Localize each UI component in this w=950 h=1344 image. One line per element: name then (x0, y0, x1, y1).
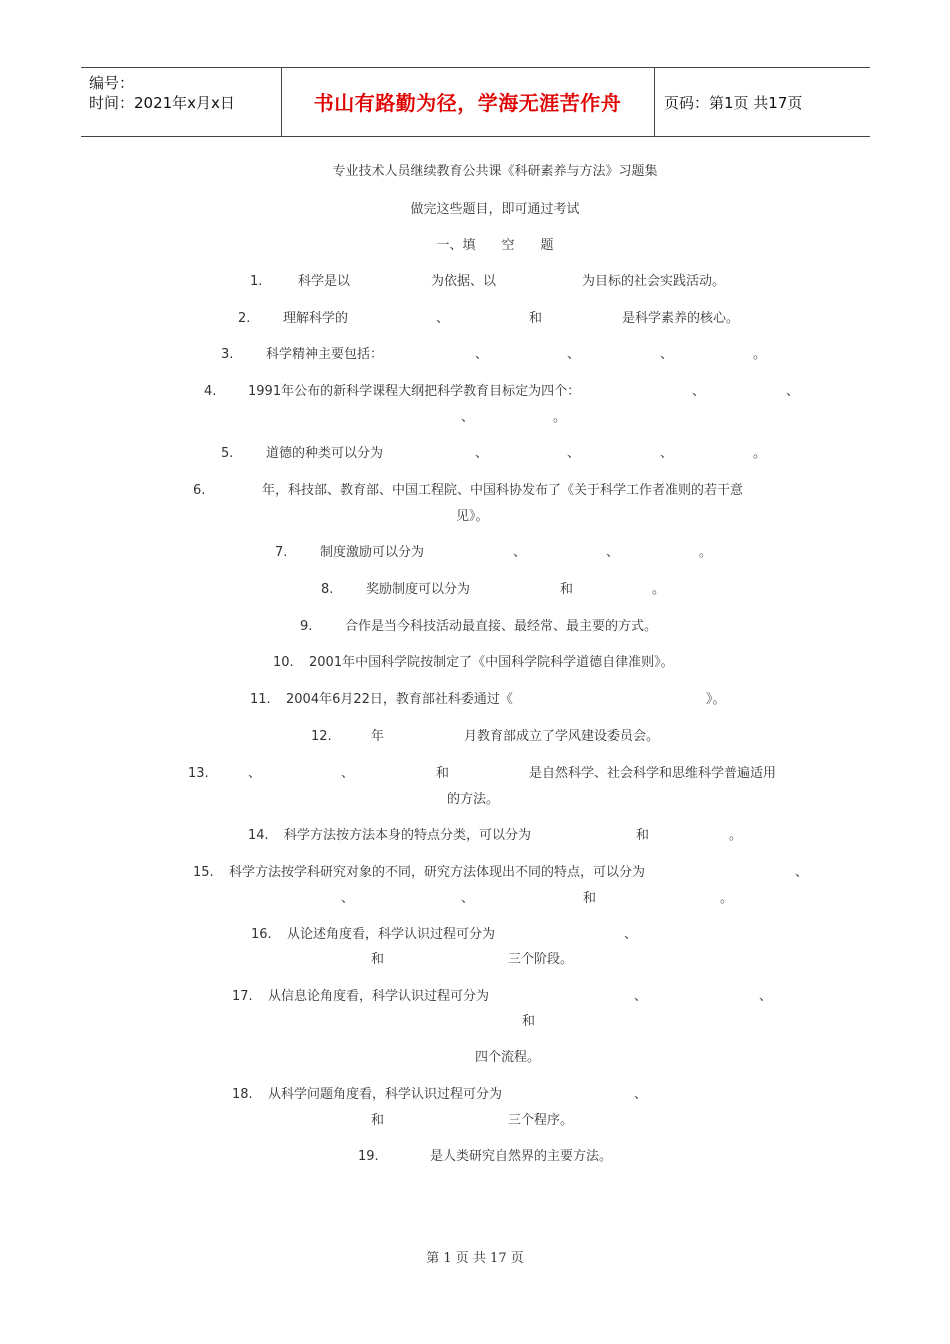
question-text: 制度激励可以分为 (320, 545, 425, 560)
question-text: 、 (461, 410, 475, 425)
question-text: 和 (636, 828, 650, 843)
number-label: 编号： (89, 74, 135, 92)
question-text: 、 (475, 347, 489, 362)
question-text: 、 (759, 989, 773, 1004)
question-text: 和 (560, 582, 574, 597)
question-text: 2001年中国科学院按制定了《中国科学院科学道德自律准则》。 (309, 655, 674, 670)
question-text: 年，科技部、教育部、中国工程院、中国科协发布了《关于科学工作者准则的若干意 (262, 483, 744, 498)
question-text: 、 (634, 989, 648, 1004)
question-text: 从科学问题角度看，科学认识过程可分为 (268, 1087, 503, 1102)
question-text: 、 (606, 545, 620, 560)
question-text: 、 (341, 891, 355, 906)
question-number: 3. (221, 347, 234, 362)
question-number: 19. (358, 1149, 379, 1164)
question-text: 和 (371, 1113, 385, 1128)
question-text: 月教育部成立了学风建设委员会。 (464, 729, 660, 744)
question-text: 合作是当今科技活动最直接、最经常、最主要的方式。 (345, 619, 658, 634)
question-text: 三个程序。 (508, 1113, 574, 1128)
question-text: 、 (786, 384, 800, 399)
question-text: 。 (720, 891, 734, 906)
question-text: 、 (436, 311, 450, 326)
question-number: 16. (251, 927, 272, 942)
question-number: 2. (238, 311, 251, 326)
question-text: 从论述角度看，科学认识过程可分为 (287, 927, 496, 942)
question-number: 7. (275, 545, 288, 560)
question-text: 四个流程。 (475, 1050, 541, 1065)
question-text: 、 (567, 446, 581, 461)
question-text: 。 (553, 410, 567, 425)
header-divider (654, 68, 655, 136)
question-text: 。 (729, 828, 743, 843)
question-text: 的方法。 (447, 792, 500, 807)
question-number: 4. (204, 384, 217, 399)
question-text: 、 (795, 865, 809, 880)
question-text: 是自然科学、社会科学和思维科学普遍适用 (529, 766, 777, 781)
question-text: 、 (634, 1087, 648, 1102)
question-number: 14. (248, 828, 269, 843)
question-text: 2004年6月22日，教育部社科委通过《 (286, 692, 513, 707)
question-text: 。 (753, 347, 767, 362)
question-text: 、 (660, 446, 674, 461)
question-number: 10. (273, 655, 294, 670)
header-meta (81, 68, 281, 136)
question-text: 奖励制度可以分为 (366, 582, 471, 597)
question-text: 。 (699, 545, 713, 560)
page-header (81, 67, 870, 137)
question-text: 和 (371, 952, 385, 967)
section-heading: 一、填 空 题 (436, 238, 554, 253)
question-text: 和 (529, 311, 543, 326)
question-text: 。 (753, 446, 767, 461)
question-number: 11. (250, 692, 271, 707)
question-text: 、 (692, 384, 706, 399)
question-number: 12. (311, 729, 332, 744)
question-number: 18. (232, 1087, 253, 1102)
question-text: 从信息论角度看，科学认识过程可分为 (268, 989, 490, 1004)
header-motto: 书山有路勤为径，学海无涯苦作舟 (313, 91, 622, 115)
question-text: 科学是以 (298, 274, 351, 289)
question-text: 、 (624, 927, 638, 942)
question-text: 见》。 (456, 509, 489, 524)
question-text: 和 (522, 1014, 536, 1029)
question-text: 为依据、以 (431, 274, 497, 289)
question-text: 是科学素养的核心。 (622, 311, 740, 326)
question-number: 5. (221, 446, 234, 461)
question-text: 、 (513, 545, 527, 560)
question-text: 、 (461, 891, 475, 906)
question-text: 是人类研究自然界的主要方法。 (430, 1149, 613, 1164)
question-text: 为目标的社会实践活动。 (582, 274, 726, 289)
question-text: 三个阶段。 (508, 952, 574, 967)
question-number: 17. (232, 989, 253, 1004)
question-text: 、 (341, 766, 355, 781)
question-number: 15. (193, 865, 214, 880)
document-subtitle: 做完这些题目，即可通过考试 (410, 202, 580, 217)
question-text: 、 (660, 347, 674, 362)
question-number: 9. (300, 619, 313, 634)
question-text: 》。 (706, 692, 726, 707)
question-text: 科学方法按学科研究对象的不同，研究方法体现出不同的特点，可以分为 (229, 865, 646, 880)
question-text: 科学精神主要包括： (266, 347, 384, 362)
question-text: 1991年公布的新科学课程大纲把科学教育目标定为四个： (248, 384, 581, 399)
page-footer: 第 1 页 共 17 页 (426, 1251, 524, 1266)
time-label: 时间：2021年x月x日 (89, 94, 235, 112)
question-text: 、 (248, 766, 262, 781)
question-text: 、 (567, 347, 581, 362)
question-text: 。 (652, 582, 666, 597)
question-text: 和 (583, 891, 597, 906)
question-text: 年 (371, 729, 385, 744)
document-title: 专业技术人员继续教育公共课《科研素养与方法》习题集 (332, 164, 658, 179)
question-text: 科学方法按方法本身的特点分类，可以分为 (284, 828, 532, 843)
question-number: 13. (188, 766, 209, 781)
question-number: 8. (321, 582, 334, 597)
question-number: 1. (250, 274, 263, 289)
question-text: 和 (436, 766, 450, 781)
question-text: 、 (475, 446, 489, 461)
question-text: 理解科学的 (283, 311, 349, 326)
header-page-info: 页码：第1页 共17页 (664, 94, 803, 112)
question-text: 道德的种类可以分为 (266, 446, 384, 461)
question-number: 6. (193, 483, 206, 498)
